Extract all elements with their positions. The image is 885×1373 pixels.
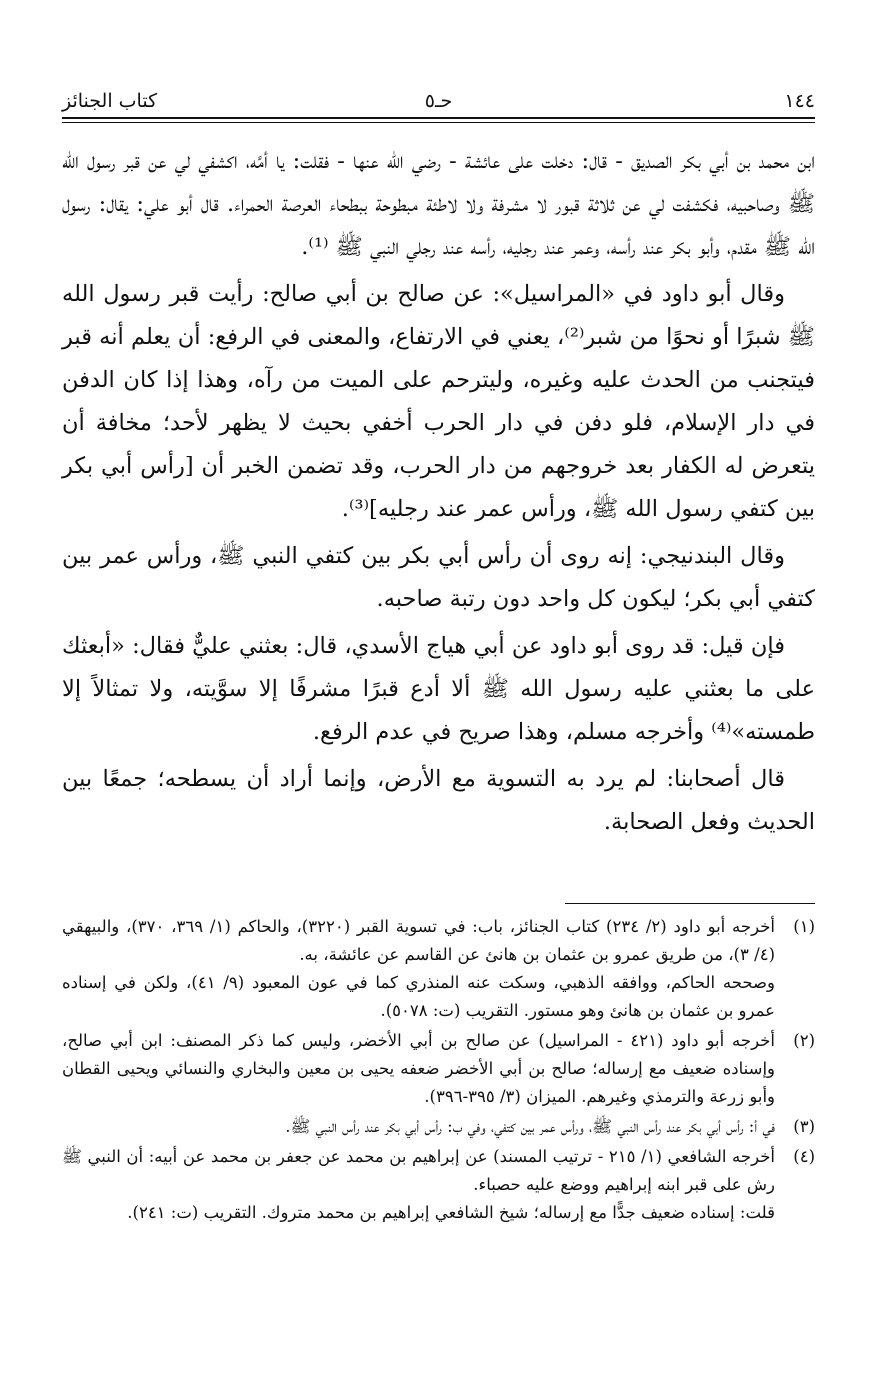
paragraph: وقال أبو داود في «المراسيل»: عن صالح بن أبي صالح: رأيت قبر رسول الله ﷺ شبرًا أو نحوًا من شبر⁽²⁾، يعني في الارتفاع، والمعنى في الرفع: أن يعلم أنه قبر فيتجنب من الحدث عليه وغيره، وليترحم على الميت من رآه، وهذا إذا كان الدفن في دار الإسلام، فلو دفن في دار الحرب أخفي بحيث لا يظهر لأحد؛ مخافة أن يتعرض له الكفار بعد خروجهم من دار الحرب، وقد تضمن الخبر أن [رأس أبي بكر بين كتفي رسول الله ﷺ، ورأس عمر عند رجليه]⁽³⁾. <box>62 281 815 522</box>
footnote-text: قلت: إسناده ضعيف جدًّا مع إرساله؛ شيخ الشافعي إبراهيم بن محمد متروك. التقريب (ت: ٢٤١). <box>127 1203 775 1222</box>
header-rule <box>62 117 815 119</box>
footnote-text: في أ: رأس أبي بكر عند رأس النبي ﷺ، ورأس عمر بين كتفي، وفي ب: رأس أبي بكر عند رأس النبي ﷺ. <box>285 1117 775 1136</box>
main-text <box>62 140 815 848</box>
volume-marker: حـ٥ <box>424 90 453 112</box>
footnote-number: (٣) <box>793 1117 815 1136</box>
footnote-number: (١) <box>793 917 815 936</box>
footnote-separator <box>565 903 815 904</box>
page-header <box>62 78 815 112</box>
paragraph: قال أصحابنا: لم يرد به التسوية مع الأرض، وإنما أراد أن يسطحه؛ جمعًا بين الحديث وفعل الصحابة. <box>62 766 815 835</box>
footnote-number: (٢) <box>793 1031 815 1050</box>
footnote <box>62 1113 815 1141</box>
footnote-number: (٤) <box>793 1147 815 1166</box>
paragraph: فإن قيل: قد روى أبو داود عن أبي هياج الأسدي، قال: بعثني عليٌّ فقال: «أبعثك على ما بعثني عليه رسول الله ﷺ ألا أدع قبرًا مشرفًا إلا سوَّيته، ولا تمثالاً إلا طمسته»⁽⁴⁾ وأخرجه مسلم، وهذا صريح في عدم الرفع. <box>62 633 815 745</box>
footnote <box>62 913 815 1025</box>
footnote <box>62 1027 815 1111</box>
footnote-text: أخرجه أبو داود (٤٢١ - المراسيل) عن صالح بن أبي الأخضر، وليس كما ذكر المصنف: ابن أبي صالح، وإسناده ضعيف مع إرساله؛ صالح بن أبي الأخضر ضعفه يحيى بن معين والبخاري والنسائي ويحيى القطان وأبو زرعة والترمذي وغيرهم. الميزان (٣/ ٣٩٥-٣٩٦). <box>62 1031 775 1106</box>
footnote <box>62 1143 815 1227</box>
footnote-text: أخرجه أبو داود (٢/ ٢٣٤) كتاب الجنائز، باب: في تسوية القبر (٣٢٢٠)، والحاكم (١/ ٣٦٩، ٣٧٠)، والبيهقي (٤/ ٣)، من طريق عمرو بن عثمان بن هانئ عن القاسم عن عائشة، به. <box>62 917 775 964</box>
paragraph: ابن محمد بن أبي بكر الصديق - قال: دخلت على عائشة - رضي الله عنها - فقلت: يا أمَّه، اكشفي لي عن قبر رسول الله ﷺ وصاحبيه، فكشفت لي عن ثلاثة قبور لا مشرفة ولا لاطئة مبطوحة ببطحاء العرصة الحمراء. قال أبو علي: يقال: رسول الله ﷺ مقدم، وأبو بكر عند رأسه، وعمر عند رجليه، رأسه عند رجلي النبي ﷺ ⁽¹⁾. <box>62 148 815 260</box>
header-rule-thin <box>62 122 815 123</box>
footnote-text: وصححه الحاكم، ووافقه الذهبي، وسكت عنه المنذري كما في عون المعبود (٩/ ٤١)، ولكن في إسناده عمرو بن عثمان بن هانئ وهو مستور. التقريب (ت: ٥٠٧٨). <box>62 973 775 1020</box>
page-number: ١٤٤ <box>784 90 815 112</box>
footnotes <box>62 913 815 1229</box>
paragraph: وقال البندنيجي: إنه روى أن رأس أبي بكر بين كتفي النبي ﷺ، ورأس عمر بين كتفي أبي بكر؛ ليكون كل واحد دون رتبة صاحبه. <box>62 543 815 612</box>
footnote-text: أخرجه الشافعي (١/ ٢١٥ - ترتيب المسند) عن إبراهيم بن محمد عن جعفر بن محمد عن أبيه: أن النبي ﷺ رش على قبر ابنه إبراهيم ووضع عليه حصباء. <box>62 1147 775 1194</box>
book-title: كتاب الجنائز <box>62 90 158 112</box>
